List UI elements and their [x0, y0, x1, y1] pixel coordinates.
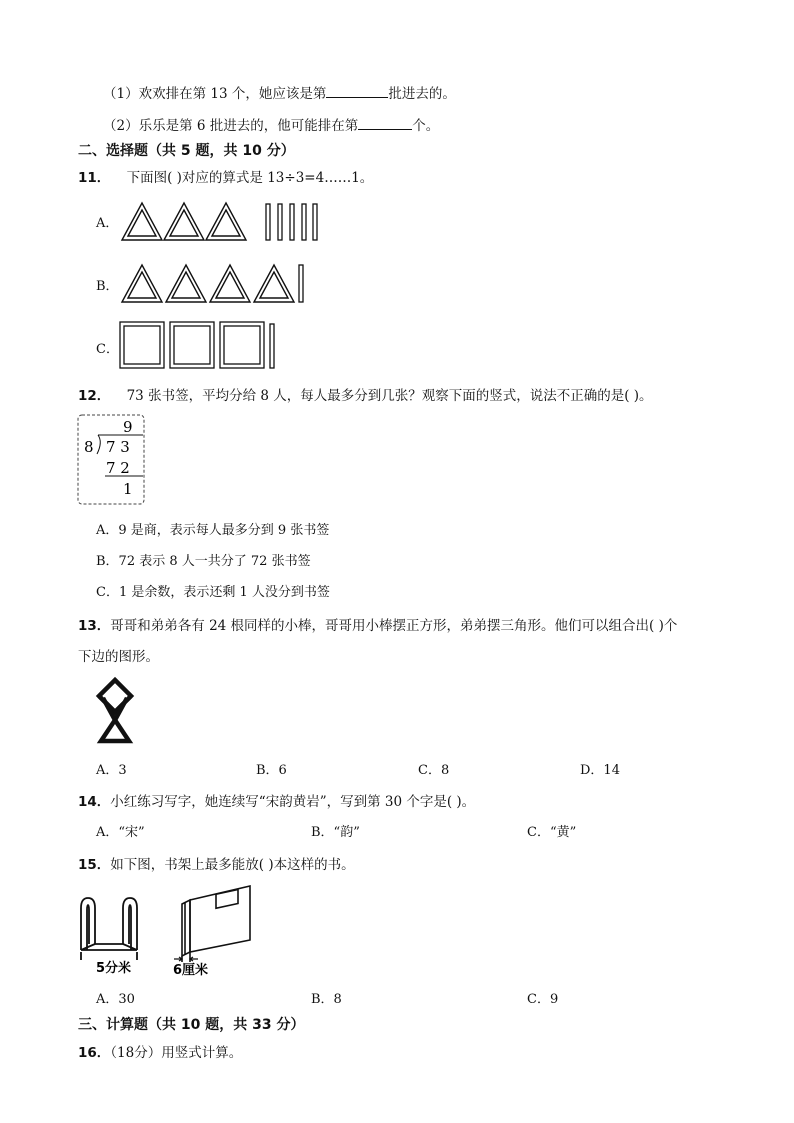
- division-quotient: 9: [123, 418, 133, 436]
- division-product: 7 2: [106, 459, 130, 477]
- question-12-text: 73 张书签，平均分给 8 人，每人最多分到几张？观察下面的竖式，说法不正确的是( )。: [126, 388, 653, 404]
- question-11: [78, 166, 373, 186]
- question-16-text: （18分）用竖式计算。: [110, 1045, 243, 1061]
- long-division-figure: [77, 414, 145, 506]
- answer-blank-1[interactable]: [326, 85, 388, 98]
- option-15-b[interactable]: B．8: [311, 992, 342, 1007]
- square-triangle-figure: [94, 676, 136, 746]
- question-16-number: 16．: [78, 1045, 111, 1061]
- square-2: [170, 322, 214, 368]
- stick-5: [313, 204, 317, 240]
- stick-1: [266, 204, 270, 240]
- question-15-number: 15．: [78, 857, 111, 873]
- question-13-number: 13．: [78, 618, 111, 634]
- section-3-heading: 三、计算题（共 10 题，共 33 分）: [78, 1017, 305, 1033]
- option-13-d[interactable]: D．14: [580, 763, 620, 778]
- triangle-bottom: [101, 720, 129, 741]
- option-11-a-figure: [120, 199, 320, 244]
- bookshelf-figure: [76, 880, 156, 978]
- option-13-a[interactable]: A．3: [96, 763, 127, 778]
- question-13-text: 哥哥和弟弟各有 24 根同样的小棒，哥哥用小棒摆正方形，弟弟摆三角形。他们可以组合出( )个: [110, 618, 678, 634]
- stick-2: [278, 204, 282, 240]
- division-dividend: 7 3: [106, 438, 130, 456]
- option-13-c[interactable]: C．8: [418, 763, 450, 778]
- sub-question-2-text: （2）乐乐是第 6 批进去的，他可能排在第: [103, 118, 359, 134]
- question-15-text: 如下图，书架上最多能放( )本这样的书。: [110, 857, 355, 873]
- question-11-number: 11．: [78, 170, 111, 186]
- option-11-b-figure: [120, 261, 310, 306]
- stick-3: [290, 204, 294, 240]
- square-3: [220, 322, 264, 368]
- question-12: [78, 384, 653, 404]
- section-2-heading: 二、选择题（共 5 题，共 10 分）: [78, 143, 295, 159]
- book-cover: [190, 886, 250, 952]
- option-12-a[interactable]: A．9 是商，表示每人最多分到 9 张书签: [96, 523, 330, 538]
- option-15-c[interactable]: C．9: [527, 992, 559, 1007]
- question-12-number: 12．: [78, 388, 111, 404]
- stick-4: [302, 204, 306, 240]
- sub-question-2: [103, 114, 439, 134]
- division-remainder: 1: [123, 480, 133, 498]
- option-12-c[interactable]: C．1 是余数，表示还剩 1 人没分到书签: [96, 585, 330, 600]
- sub-question-1-suffix: 批进去的。: [388, 86, 456, 102]
- question-14: [78, 790, 475, 810]
- division-divisor: 8: [84, 438, 94, 456]
- sub-question-1: [103, 82, 456, 102]
- question-11-text: 下面图( )对应的算式是 13÷3=4……1。: [126, 170, 374, 186]
- answer-blank-2[interactable]: [358, 117, 412, 130]
- question-15: [78, 853, 355, 873]
- book-figure: [170, 880, 260, 978]
- shelf-width-label: 5分米: [96, 961, 132, 976]
- shelf-base: [81, 944, 137, 950]
- question-14-number: 14．: [78, 794, 111, 810]
- option-11-c-figure: [118, 320, 283, 370]
- book-thickness-label: 6厘米: [173, 963, 209, 978]
- option-14-c[interactable]: C．“黄”: [527, 825, 577, 840]
- sub-question-1-text: （1）欢欢排在第 13 个，她应该是第: [103, 86, 327, 102]
- option-13-b[interactable]: B．6: [256, 763, 287, 778]
- question-13: [78, 614, 677, 634]
- option-11-a[interactable]: A．: [96, 216, 119, 231]
- book-spine: [182, 900, 190, 956]
- question-14-text: 小红练习写字，她连续写“宋韵黄岩”，写到第 30 个字是( )。: [110, 794, 476, 810]
- option-11-b[interactable]: B．: [96, 279, 119, 294]
- stick-1: [299, 265, 303, 302]
- square-1: [120, 322, 164, 368]
- option-14-a[interactable]: A．“宋”: [96, 825, 145, 840]
- option-11-c[interactable]: C．: [96, 342, 119, 357]
- stick-1: [270, 324, 274, 368]
- sub-question-2-suffix: 个。: [412, 118, 440, 134]
- question-13-text-line2: 下边的图形。: [78, 649, 159, 665]
- option-14-b[interactable]: B．“韵”: [311, 825, 360, 840]
- question-16: [78, 1041, 242, 1061]
- option-12-b[interactable]: B．72 表示 8 人一共分了 72 张书签: [96, 554, 311, 569]
- option-15-a[interactable]: A．30: [96, 992, 135, 1007]
- diamond-square: [99, 680, 131, 712]
